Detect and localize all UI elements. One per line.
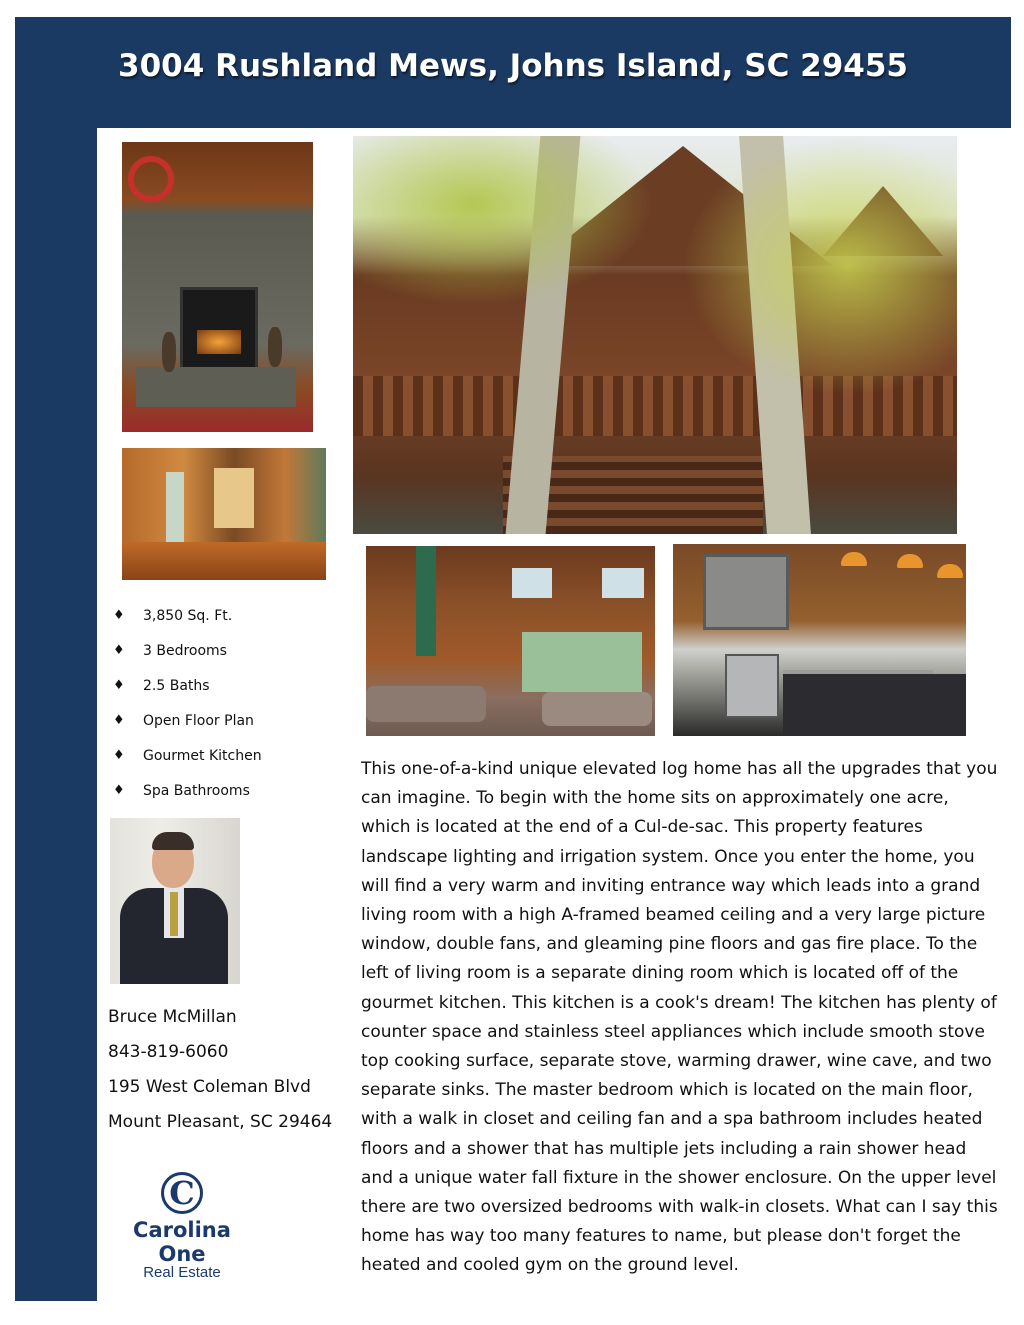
list-item: ♦ 3,850 Sq. Ft. [113,607,233,624]
diamond-bullet-icon: ♦ [113,713,125,728]
doorway [214,468,254,528]
agent-address-line1: 195 West Coleman Blvd [108,1077,311,1097]
agent-contact [108,1002,332,1142]
company-logo [108,1172,256,1281]
foliage-left [353,136,653,306]
diamond-bullet-icon: ♦ [113,783,125,798]
exterior-photo [353,136,957,534]
logo-subtitle: Real Estate [143,1264,221,1281]
sofa-left [366,686,486,722]
picture-window [522,632,642,692]
agent-hair [152,832,194,850]
hallway-photo [122,448,326,580]
features-list [113,598,333,808]
living-room-photo [366,546,655,736]
kitchen-island [783,674,966,736]
list-item: ♦ Open Floor Plan [113,712,254,729]
sofa-right [542,692,652,726]
copyright-c-icon: C [161,1172,203,1214]
foliage-right [683,136,957,396]
floor [122,542,326,580]
upper-window-left [512,568,552,598]
property-description: This one-of-a-kind unique elevated log home has all the upgrades that you can imagine. To begin with the home sits on approximately one acre, which is located at the end of a Cul-de-sac. This property features landscape lighting and irrigation system. Once you enter the home, you will find a very warm and inviting entrance way which leads into a grand living room with a high A-framed beamed ceiling and a very large picture window, double fans, and gleaming pine floors and gas fire place. To the left of living room is a separate dining room which is located off of the gourmet kitchen. This kitchen is a cook's dream! The kitchen has plenty of counter space and stainless steel appliances which include smooth stove top cooking surface, separate stove, warming drawer, wine cave, and two separate sinks. The master bedroom which is located on the main floor, with a walk in closet and ceiling fan and a spa bathroom includes heated floors and a shower that has multiple jets including a rain shower head and a unique water fall fixture in the shower enclosure. On the upper level there are two oversized bedrooms with walk-in closets. What can I say this home has way too many features to name, but please don't forget the heated and cooled gym on the ground level. [361,759,998,1276]
wall-oven [725,654,779,718]
list-item: ♦ 2.5 Baths [113,677,210,694]
pendant-lamp [937,564,963,578]
list-item: ♦ Spa Bathrooms [113,782,250,799]
diamond-bullet-icon: ♦ [113,678,125,693]
upper-cabinet [703,554,789,630]
vase-right [268,327,282,367]
logo-name: Carolina One [133,1218,231,1266]
kitchen-photo [673,544,966,736]
list-item: ♦ Gourmet Kitchen [113,747,262,764]
fireplace-insert [180,287,258,371]
list-item: ♦ 3 Bedrooms [113,642,227,659]
diamond-bullet-icon: ♦ [113,608,125,623]
left-accent-bar [15,128,97,1301]
life-ring-decor [128,156,174,202]
pendant-lamp [841,552,867,566]
fire [197,330,241,354]
agent-address-line2: Mount Pleasant, SC 29464 [108,1112,333,1132]
fireplace-photo [122,142,313,432]
pendant-lamp [897,554,923,568]
upper-window-right [602,568,644,598]
diamond-bullet-icon: ♦ [113,643,125,658]
agent-name: Bruce McMillan [108,1007,237,1027]
diamond-bullet-icon: ♦ [113,748,125,763]
agent-tie [170,892,178,936]
agent-photo [110,818,240,984]
hanging-banner [416,546,436,656]
page-title: 3004 Rushland Mews, Johns Island, SC 29455 [118,48,908,84]
hearth [136,367,296,407]
vase-left [162,332,176,372]
agent-phone: 843-819-6060 [108,1042,229,1062]
